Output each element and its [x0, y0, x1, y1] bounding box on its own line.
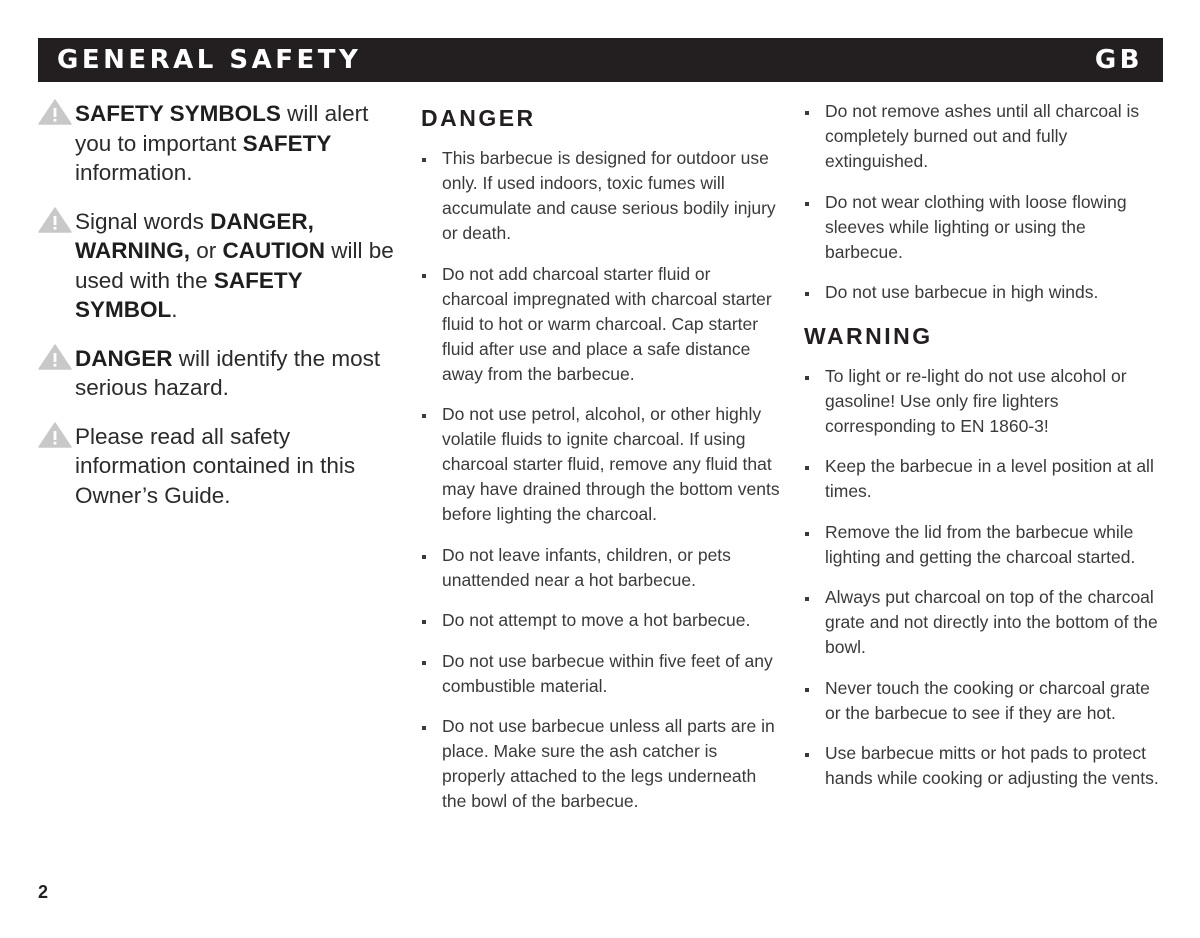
- bullet-icon: [422, 726, 426, 730]
- bullet-icon: [422, 274, 426, 278]
- list-item: [421, 262, 781, 387]
- list-item: [804, 520, 1164, 570]
- section-title: GENERAL SAFETY: [57, 45, 362, 75]
- list-item: [421, 402, 781, 527]
- signal-words-note: [38, 207, 398, 325]
- list-item-text: Do not use barbecue in high winds.: [825, 282, 1099, 302]
- bullet-icon: [422, 555, 426, 559]
- body-text: will identify the most serious hazard.: [75, 345, 381, 400]
- list-item-text: Do not attempt to move a hot barbecue.: [442, 610, 751, 630]
- list-item: [421, 543, 781, 593]
- warning-triangle-icon: [38, 344, 72, 370]
- list-item: [804, 676, 1164, 726]
- list-item-text: Do not remove ashes until all charcoal is completely burned out and fully extinguished.: [825, 101, 1140, 171]
- list-item: [804, 280, 1164, 305]
- list-item: [421, 649, 781, 699]
- list-item: [804, 454, 1164, 504]
- emphasis-text: SAFETY: [242, 130, 332, 156]
- bullet-icon: [422, 620, 426, 624]
- list-item: [804, 190, 1164, 265]
- bullet-icon: [805, 466, 809, 470]
- body-text: Signal words: [75, 208, 211, 234]
- warning-list: [804, 364, 1164, 792]
- warning-triangle-icon: [38, 207, 72, 233]
- body-text: information.: [75, 160, 193, 185]
- list-item-text: Always put charcoal on top of the charcoal grate and not directly into the bottom of the bowl.: [825, 587, 1158, 657]
- safety-symbol-note: [38, 99, 398, 188]
- list-item: [421, 146, 781, 246]
- list-item-text: Do not leave infants, children, or pets unattended near a hot barbecue.: [442, 544, 731, 590]
- list-item-text: Remove the lid from the barbecue while lighting and getting the charcoal started.: [825, 521, 1136, 567]
- body-text: will alert you to important: [75, 101, 369, 156]
- list-item-text: Use barbecue mitts or hot pads to protect hands while cooking or adjusting the vents.: [825, 743, 1159, 788]
- list-item: [804, 364, 1164, 439]
- list-item: [804, 741, 1164, 791]
- list-item: [804, 585, 1164, 660]
- bullet-icon: [805, 597, 809, 601]
- emphasis-text: DANGER: [75, 345, 173, 371]
- danger-list: [421, 146, 781, 814]
- read-guide-note: [38, 422, 398, 511]
- danger-definition-note: [38, 344, 398, 403]
- bullet-icon: [805, 111, 809, 115]
- bullet-icon: [422, 661, 426, 665]
- list-item-text: Do not add charcoal starter fluid or charcoal impregnated with charcoal starter fluid to hot or warm charcoal. Cap starter fluid after use and place a safe distance away from the barbecue.: [442, 263, 772, 384]
- bullet-icon: [422, 158, 426, 162]
- list-item-text: Never touch the cooking or charcoal grate or the barbecue to see if they are hot.: [825, 677, 1150, 723]
- list-item-text: Do not use barbecue within five feet of any combustible material.: [442, 650, 773, 696]
- bullet-icon: [805, 688, 809, 692]
- warning-triangle-icon: [38, 422, 72, 448]
- emphasis-text: CAUTION: [222, 238, 326, 263]
- danger-heading: DANGER: [421, 105, 536, 131]
- section-header: [38, 38, 1163, 82]
- body-text: .: [171, 297, 178, 322]
- list-item-text: Do not wear clothing with loose flowing sleeves while lighting or using the barbecue.: [825, 191, 1127, 262]
- list-item-text: Keep the barbecue in a level position at all times.: [825, 456, 1154, 501]
- bullet-icon: [805, 376, 809, 380]
- list-item-text: This barbecue is designed for outdoor use only. If used indoors, toxic fumes will accumulate and cause serious bodily injury or death.: [442, 148, 776, 243]
- bullet-icon: [805, 202, 809, 206]
- list-item: [421, 608, 781, 633]
- list-item-text: To light or re-light do not use alcohol or gasoline! Use only fire lighters corresponding to EN 1860-3!: [825, 365, 1127, 436]
- list-item-text: Do not use barbecue unless all parts are in place. Make sure the ash catcher is properly attached to the legs underneath the bowl of the barbecue.: [442, 716, 775, 811]
- warning-triangle-icon: [38, 99, 72, 125]
- danger-continued-list: [804, 99, 1164, 305]
- bullet-icon: [805, 753, 809, 757]
- bullet-icon: [805, 292, 809, 296]
- list-item: [804, 99, 1164, 174]
- list-item-text: Do not use petrol, alcohol, or other highly volatile fluids to ignite charcoal. If using charcoal starter fluid, remove any fluid that may have drained through the bottom vents before lighting the charcoal.: [442, 404, 780, 524]
- body-text: will be used with the: [75, 238, 394, 293]
- body-text: Please read all safety information contained in this Owner’s Guide.: [75, 423, 356, 508]
- bullet-icon: [805, 532, 809, 536]
- safety-symbols-column: [38, 99, 398, 529]
- danger-warning-column: [804, 99, 1164, 807]
- emphasis-text: SAFETY SYMBOL: [75, 267, 303, 322]
- danger-column: [421, 99, 781, 830]
- body-text: or: [190, 238, 223, 263]
- language-code: GB: [1094, 45, 1143, 75]
- list-item: [421, 714, 781, 814]
- emphasis-text: DANGER, WARNING,: [75, 208, 314, 263]
- page-number: 2: [38, 882, 49, 902]
- bullet-icon: [422, 414, 426, 418]
- emphasis-text: SAFETY SYMBOLS: [75, 101, 281, 126]
- warning-heading: WARNING: [804, 322, 933, 349]
